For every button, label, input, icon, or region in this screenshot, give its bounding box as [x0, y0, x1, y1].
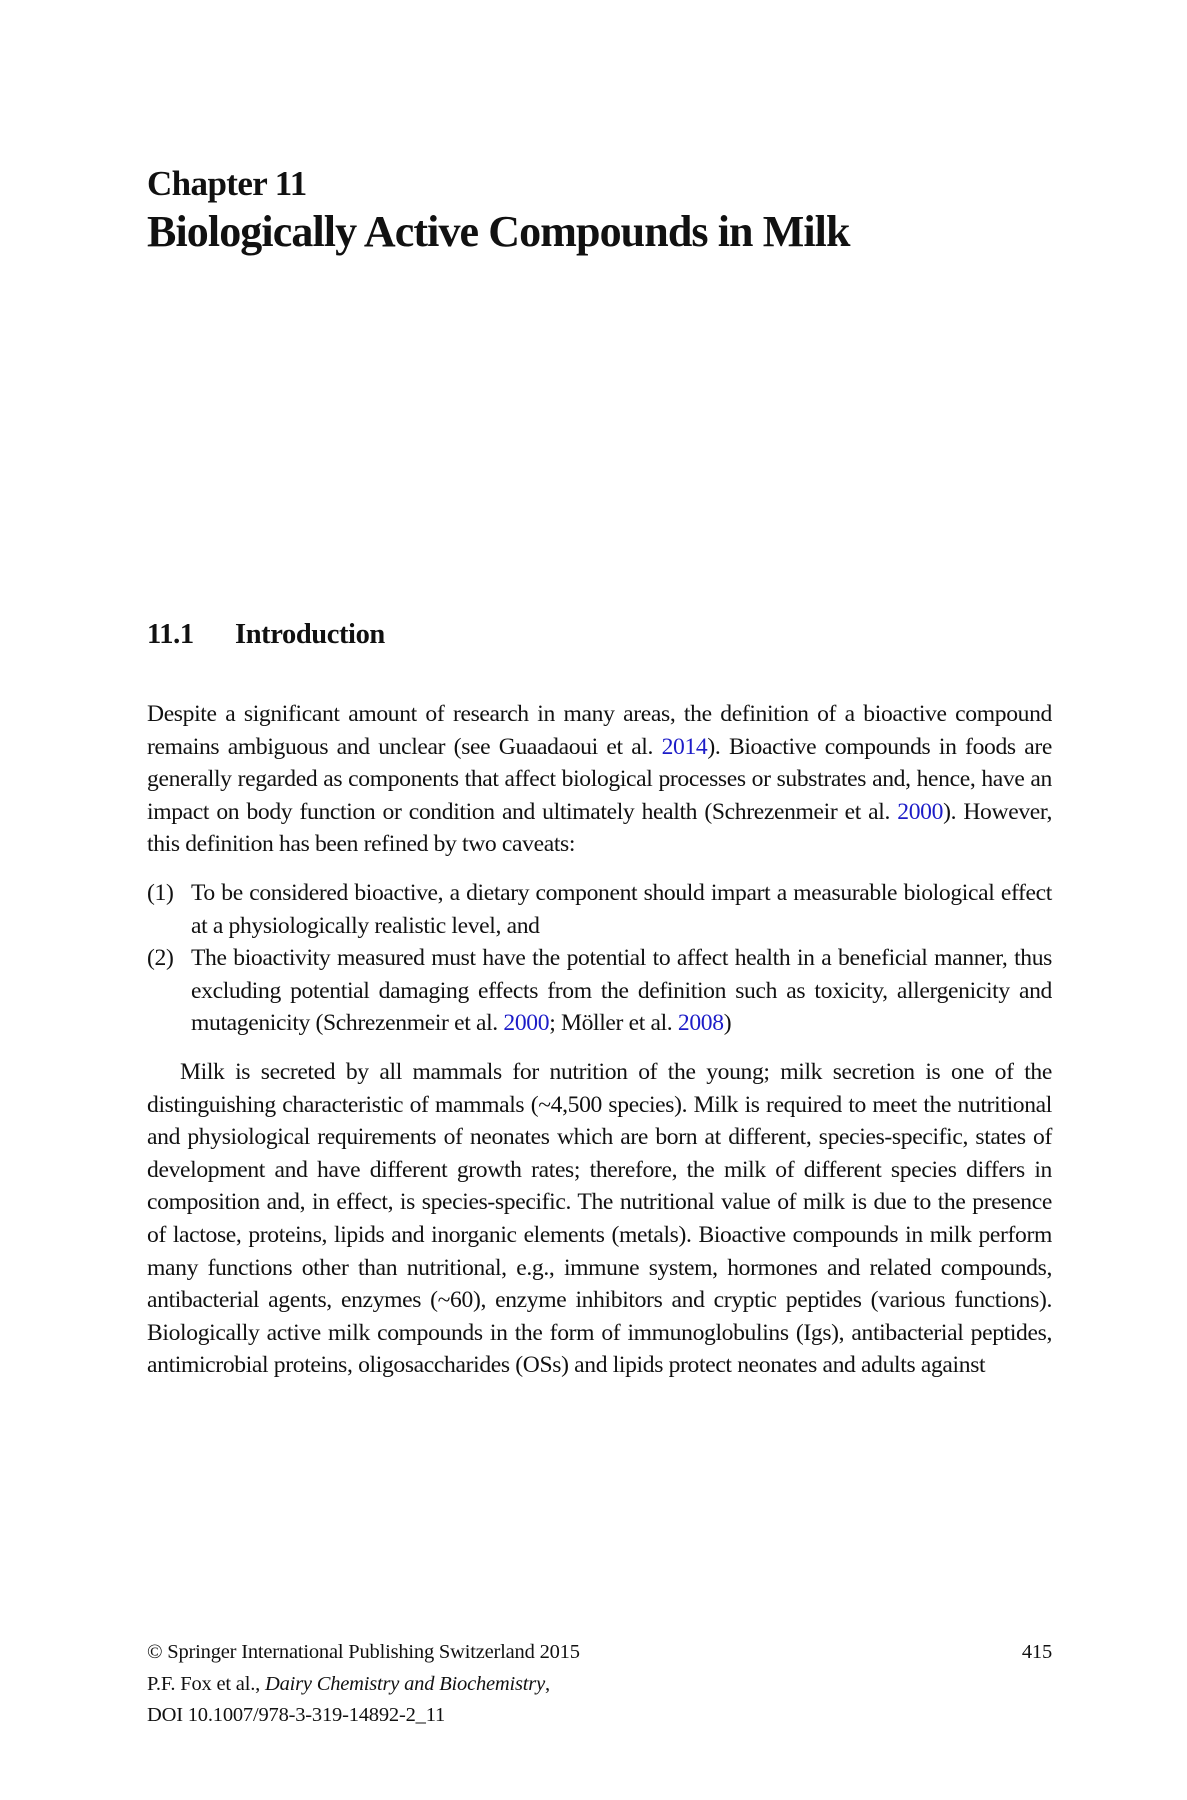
text-run: )	[723, 1010, 732, 1037]
citation-link-guaadaoui-2014[interactable]: 2014	[661, 733, 708, 760]
text-run: The bioactivity measured must have the potential to affect health in a beneficial manner, thus excluding potential damaging effects from the definition such as toxicity, allergenicity and mutagenicity (Schrezenmeir et al.	[191, 945, 1052, 1037]
citation-line	[147, 1669, 1052, 1701]
list-number: (1)	[147, 879, 174, 906]
caveat-item-2	[147, 942, 1052, 1040]
citation-link-schrezenmeir-2000[interactable]: 2000	[503, 1010, 550, 1037]
text-run: ; Möller et al.	[549, 1010, 678, 1037]
chapter-title: Biologically Active Compounds in Milk	[147, 207, 850, 256]
section-title: Introduction	[235, 619, 385, 650]
caveat-text	[191, 945, 1052, 1036]
milk-paragraph: Milk is secreted by all mammals for nutrition of the young; milk secretion is one of the distinguishing characteristic of mammals (~4,500 species). Milk is required to meet the nutritional and physiological requirements of neonates which are born at different, species-specific, states of development and have different growth rates; therefore, the milk of different species differs in composition and, in effect, is species-specific. The nutritional value of milk is due to the presence of lactose, proteins, lipids and inorganic elements (metals). Bioactive compounds in milk perform many functions other than nutritional, e.g., immune system, hormones and related compounds, antibacterial agents, enzymes (~60), enzyme inhibitors and cryptic peptides (various functions). Biologically active milk compounds in the form of immunoglobulins (Igs), antibacterial peptides, antimicrobial proteins, oligosaccharides (OSs) and lipids protect neonates and adults against	[147, 1058, 1052, 1379]
section-number: 11.1	[147, 619, 194, 650]
text-run: ). Bioactive compounds in foods are generally regarded as components that affect biological processes or substrates and, hence, have an impact on body function or condition and ultimately health (Schrezenmeir et al.	[147, 733, 1053, 825]
caveat-text: To be considered bioactive, a dietary component should impart a measurable biological effect at a physiologically realistic level, and	[191, 879, 1052, 939]
body-text	[147, 698, 1052, 1382]
section-heading	[147, 617, 385, 653]
doi-line: DOI 10.1007/978-3-319-14892-2_11	[147, 1704, 446, 1726]
page-number: 415	[1021, 1641, 1052, 1663]
intro-paragraph	[147, 698, 1052, 861]
page-footer	[147, 1637, 1052, 1732]
text-run: ). However, this definition has been refined by two caveats:	[147, 798, 1052, 858]
caveat-list	[147, 877, 1052, 1040]
list-number: (2)	[147, 945, 174, 972]
citation-link-moller-2008[interactable]: 2008	[677, 1010, 724, 1037]
book-title: Dairy Chemistry and Biochemistry	[264, 1672, 545, 1695]
book-page	[147, 0, 1052, 1800]
punctuation: ,	[544, 1672, 550, 1695]
citation-link-schrezenmeir-2000[interactable]: 2000	[897, 798, 944, 825]
copyright-line: © Springer International Publishing Switzerland 2015	[147, 1641, 580, 1663]
text-run: Despite a significant amount of research in many areas, the definition of a bioactive compound remains ambiguous and unclear (see Guaadaoui et al.	[147, 701, 1052, 760]
authors: P.F. Fox et al.,	[147, 1672, 265, 1695]
caveat-item-1	[147, 877, 1052, 942]
chapter-label: Chapter 11	[147, 164, 307, 203]
